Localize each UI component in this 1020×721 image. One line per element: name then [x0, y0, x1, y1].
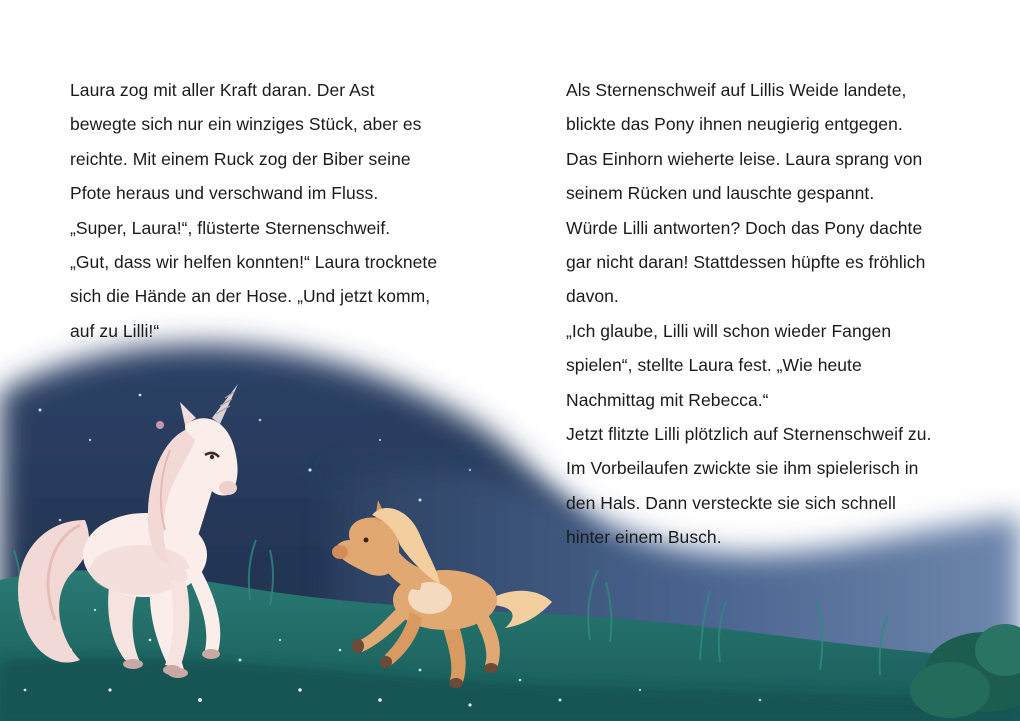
text-line: blickte das Pony ihnen neugierig entgegen.: [566, 114, 903, 135]
text-line: Das Einhorn wieherte leise. Laura sprang von: [566, 148, 923, 169]
text-line: Im Vorbeilaufen zwickte sie ihm spielerisch in: [566, 458, 919, 479]
text-line: „Super, Laura!“, flüsterte Sternenschweif.: [70, 217, 391, 238]
text-line: den Hals. Dann versteckte sie sich schnell: [566, 492, 896, 513]
text-line: Würde Lilli antworten? Doch das Pony dachte: [566, 217, 923, 238]
text-line: bewegte sich nur ein winziges Stück, aber es: [70, 114, 422, 135]
text-line: spielen“, stellte Laura fest. „Wie heute: [566, 355, 862, 376]
text-line: Nachmittag mit Rebecca.“: [566, 389, 769, 410]
text-line: „Ich glaube, Lilli will schon wieder Fangen: [566, 320, 892, 341]
text-line: Als Sternenschweif auf Lillis Weide landete,: [566, 80, 907, 100]
text-line: Jetzt flitzte Lilli plötzlich auf Sternenschweif zu.: [566, 424, 932, 445]
text-line: seinem Rücken und lauschte gespannt.: [566, 183, 875, 204]
text-line: Pfote heraus und verschwand im Fluss.: [70, 183, 379, 204]
text-line: „Gut, dass wir helfen konnten!“ Laura trocknete: [70, 252, 438, 273]
text-line: davon.: [566, 286, 619, 307]
text-line: auf zu Lilli!“: [70, 320, 160, 341]
text-column-right: [566, 73, 986, 555]
text-line: gar nicht daran! Stattdessen hüpfte es fröhlich: [566, 252, 926, 273]
text-line: Laura zog mit aller Kraft daran. Der Ast: [70, 80, 375, 100]
text-line: hinter einem Busch.: [566, 527, 722, 548]
text-line: sich die Hände an der Hose. „Und jetzt komm,: [70, 286, 431, 307]
text-column-left: [70, 73, 470, 348]
text-line: reichte. Mit einem Ruck zog der Biber seine: [70, 148, 411, 169]
